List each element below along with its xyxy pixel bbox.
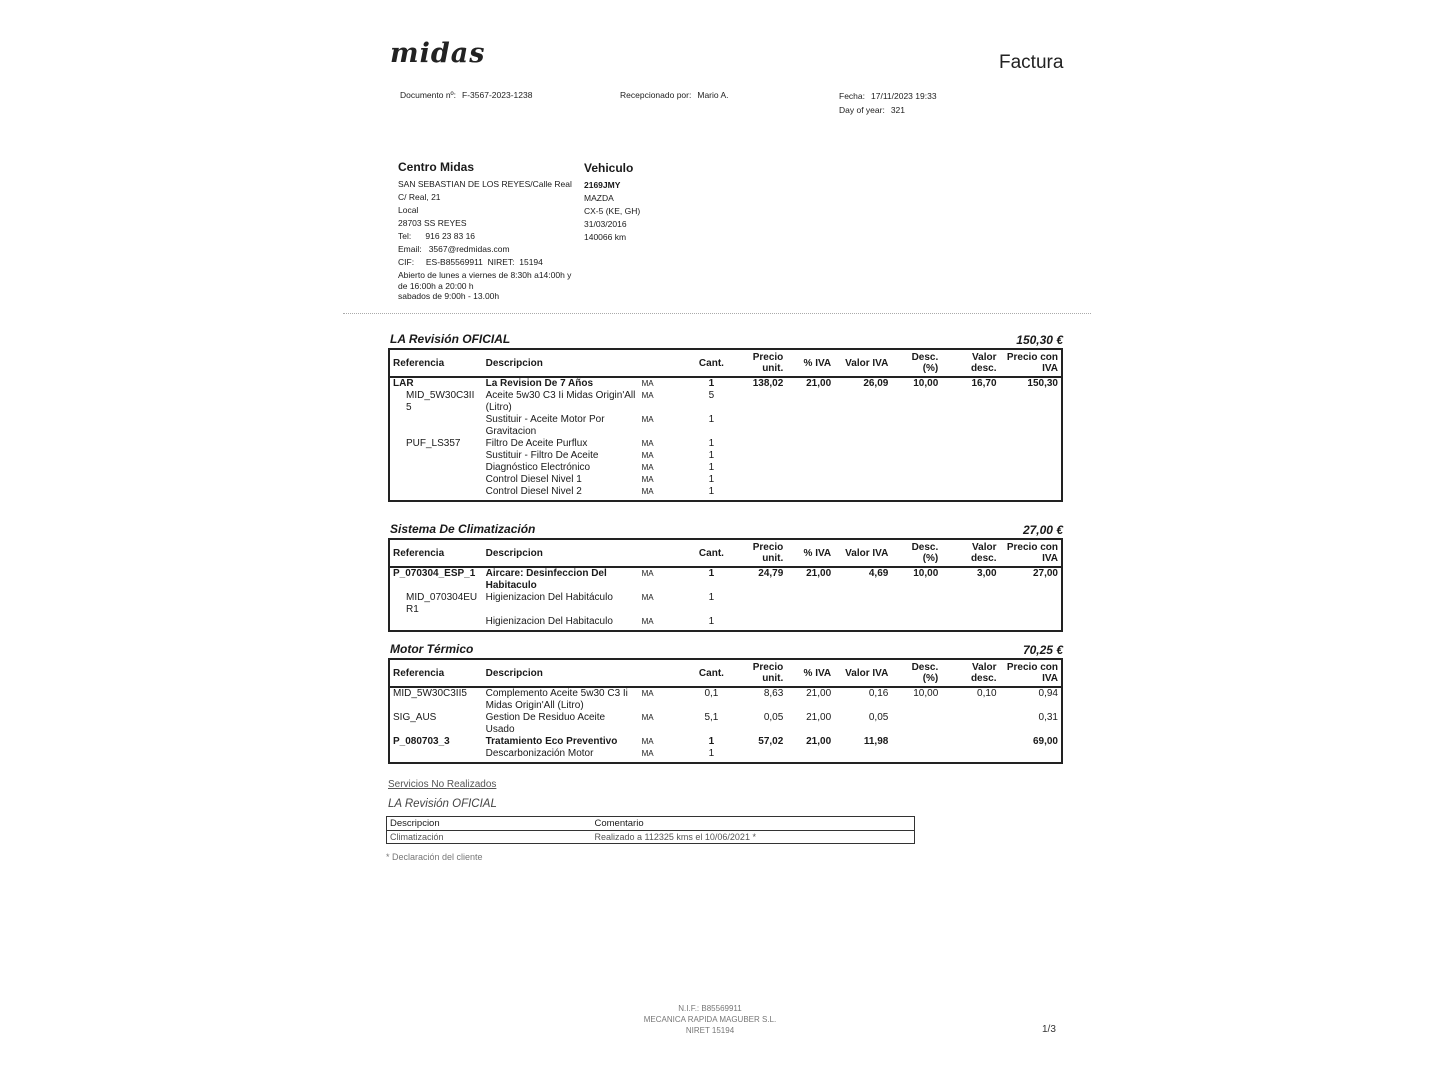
not-performed-table <box>386 816 915 844</box>
cell-desc: La Revision De 7 Años <box>485 378 594 389</box>
cell-ma: MA <box>641 475 654 484</box>
column-header-blank <box>639 349 691 377</box>
cell-ref <box>389 616 483 628</box>
items-table <box>388 538 1063 632</box>
section-name: LA Revisión OFICIAL <box>390 332 511 346</box>
cell-valor-desc <box>941 462 999 474</box>
cell-iva <box>786 390 834 414</box>
vehicle-km: 140066 km <box>584 232 627 242</box>
cell-cant: 1 <box>708 414 715 425</box>
center-line: SAN SEBASTIAN DE LOS REYES/Calle Real <box>398 179 572 189</box>
cell-desc-pct <box>891 486 941 498</box>
cell-precio-iva <box>1000 450 1062 462</box>
page-number: 1/3 <box>1042 1024 1056 1035</box>
not-performed-title: Servicios No Realizados <box>388 779 497 790</box>
center-hours: de 16:00h a 20:00 h <box>398 280 474 291</box>
cell-cant: 1 <box>708 592 715 603</box>
center-cif: CIF: ES-B85569911 NIRET: 15194 <box>398 257 543 267</box>
cell-desc-pct <box>891 748 941 760</box>
column-header-desc: Descripcion <box>483 349 639 377</box>
table-spacer <box>389 760 1062 763</box>
cell-precio-iva <box>1000 592 1062 616</box>
cell-iva: 21,00 <box>806 568 832 579</box>
cell-desc-pct: 10,00 <box>913 378 939 389</box>
not-performed-subtitle: LA Revisión OFICIAL <box>388 798 497 810</box>
cell-iva <box>786 414 834 438</box>
cell-desc: Complemento Aceite 5w30 C3 Ii Midas Origin'All (Litro) <box>485 688 628 711</box>
cell-ref: LAR <box>393 378 414 389</box>
cell-iva <box>786 616 834 628</box>
cell-ref: P_070304_ESP_1 <box>393 568 476 579</box>
cell-valor-iva <box>834 748 891 760</box>
column-header-valor-desc: Valor desc. <box>941 539 999 567</box>
center-line: Local <box>398 205 419 215</box>
column-header-ref: Referencia <box>389 349 483 377</box>
cell-desc: Higienizacion Del Habitaculo <box>485 616 613 627</box>
document-number-label: Documento nº: <box>400 90 457 100</box>
cell-valor-iva: 0,05 <box>868 712 889 723</box>
cell-ref <box>389 474 483 486</box>
cell-cant: 1 <box>708 474 715 485</box>
cell-precio: 57,02 <box>758 736 784 747</box>
document-number <box>400 90 532 100</box>
section-total: 70,25 € <box>1022 643 1063 657</box>
cell-desc-pct <box>891 450 941 462</box>
cell-iva <box>786 438 834 450</box>
cell-ma: MA <box>641 593 654 602</box>
center-hours: sabados de 9:00h - 13.00h <box>398 291 500 301</box>
received-by <box>620 90 729 100</box>
center-hours: Abierto de lunes a viernes de 8:30h a14:00h y <box>398 270 572 280</box>
cell-ma: MA <box>641 439 654 448</box>
cell-desc: Diagnóstico Electrónico <box>485 462 591 473</box>
cell-ref: SIG_AUS <box>393 712 437 723</box>
cell-valor-desc: 3,00 <box>977 568 997 579</box>
column-header-precio-iva: Precio con IVA <box>1000 349 1062 377</box>
cell-desc-pct <box>891 474 941 486</box>
cell-precio-iva: 69,00 <box>1032 736 1058 747</box>
cell-precio <box>732 616 786 628</box>
cell-desc-pct <box>891 438 941 450</box>
cell-valor-iva <box>834 414 891 438</box>
divider <box>343 313 1091 314</box>
cell-cant: 1 <box>708 748 715 759</box>
center-line: C/ Real, 21 <box>398 192 441 202</box>
cell-ma: MA <box>641 749 654 758</box>
cell-valor-iva <box>834 462 891 474</box>
cell-desc: Descarbonización Motor <box>485 748 594 759</box>
table-spacer-cell <box>389 498 1062 501</box>
cell-precio-iva <box>1000 474 1062 486</box>
footer-company <box>620 1003 800 1036</box>
invoice-date-value: 17/11/2023 19:33 <box>871 91 937 101</box>
cell-precio <box>732 486 786 498</box>
cell-valor-iva <box>834 438 891 450</box>
cell-desc: Gestion De Residuo Aceite Usado <box>485 712 606 735</box>
cell-precio <box>732 450 786 462</box>
section-header <box>390 332 1063 348</box>
column-header-ref: Referencia <box>389 539 483 567</box>
items-table <box>388 348 1063 502</box>
cell-precio: 24,79 <box>758 568 784 579</box>
cell-precio-iva <box>1000 438 1062 450</box>
document-type: Factura <box>999 52 1064 73</box>
table-row <box>389 462 1062 474</box>
vehicle-make: MAZDA <box>584 193 614 203</box>
cell-ma: MA <box>641 713 654 722</box>
column-header-iva: % IVA <box>786 349 834 377</box>
cell-desc: Tratamiento Eco Preventivo <box>485 736 618 747</box>
cell-valor-iva <box>834 474 891 486</box>
cell-ref <box>389 462 483 474</box>
table-row <box>387 831 915 844</box>
cell-ma: MA <box>641 379 654 388</box>
cell-valor-desc <box>941 450 999 462</box>
cell-valor-desc <box>941 474 999 486</box>
cell-desc-pct: 10,00 <box>913 688 939 699</box>
cell-desc-pct <box>891 592 941 616</box>
vehicle-block <box>584 161 704 244</box>
cell-ref: PUF_LS357 <box>406 438 461 449</box>
cell-cant: 1 <box>708 462 715 473</box>
column-header-cant: Cant. <box>691 539 733 567</box>
cell-desc: Aircare: Desinfeccion Del Habitaculo <box>485 568 607 591</box>
table-header-row <box>389 539 1062 567</box>
cell-precio-iva <box>1000 414 1062 438</box>
cell-cant: 1 <box>708 616 715 627</box>
section-header <box>390 522 1063 538</box>
cell-precio <box>732 414 786 438</box>
column-header-desc: Descripcion <box>483 539 639 567</box>
cell-ref <box>389 450 483 462</box>
column-header-cant: Cant. <box>691 349 733 377</box>
column-header-valor-desc: Valor desc. <box>941 349 999 377</box>
cell-ma: MA <box>641 391 654 400</box>
cell-desc-pct <box>891 390 941 414</box>
cell-valor-iva <box>834 592 891 616</box>
cell-description: Climatización <box>390 832 444 842</box>
cell-precio: 0,05 <box>763 712 784 723</box>
column-header-desc-pct: Desc. (%) <box>891 349 941 377</box>
cell-desc-pct <box>891 736 941 748</box>
center-block <box>398 160 578 302</box>
cell-precio-iva <box>1000 486 1062 498</box>
cell-valor-desc <box>941 486 999 498</box>
cell-valor-desc: 0,10 <box>977 688 997 699</box>
footer-line: MECANICA RAPIDA MAGUBER S.L. <box>643 1015 777 1024</box>
cell-valor-desc <box>941 438 999 450</box>
cell-desc: Sustituir - Filtro De Aceite <box>485 450 599 461</box>
cell-valor-iva: 4,69 <box>868 568 889 579</box>
column-header-cant: Cant. <box>691 659 733 687</box>
section-total: 27,00 € <box>1022 523 1063 537</box>
vehicle-title: Vehiculo <box>584 161 634 175</box>
cell-valor-iva <box>834 450 891 462</box>
column-header-iva: % IVA <box>786 539 834 567</box>
cell-valor-desc <box>941 390 999 414</box>
cell-comment: Realizado a 112325 kms el 10/06/2021 * <box>594 832 756 842</box>
table-row <box>389 712 1062 736</box>
cell-desc: Filtro De Aceite Purflux <box>485 438 588 449</box>
table-row <box>389 438 1062 450</box>
day-of-year-value: 321 <box>890 105 906 115</box>
cell-iva: 21,00 <box>806 736 832 747</box>
received-by-label: Recepcionado por: <box>620 90 692 100</box>
column-header-desc-pct: Desc. (%) <box>891 539 941 567</box>
invoice-date-label: Fecha: <box>839 91 865 101</box>
cell-desc: Higienizacion Del Habitáculo <box>485 592 613 603</box>
table-row <box>389 687 1062 712</box>
cell-precio-iva <box>1000 616 1062 628</box>
cell-valor-iva: 26,09 <box>863 378 889 389</box>
cell-precio <box>732 748 786 760</box>
cell-cant: 1 <box>708 736 715 747</box>
cell-valor-iva <box>834 390 891 414</box>
cell-iva: 21,00 <box>806 688 832 699</box>
cell-valor-desc <box>941 592 999 616</box>
cell-iva <box>786 748 834 760</box>
cell-desc-pct <box>891 616 941 628</box>
cell-precio <box>732 462 786 474</box>
column-header-desc-pct: Desc. (%) <box>891 659 941 687</box>
cell-precio: 8,63 <box>763 688 784 699</box>
center-title: Centro Midas <box>398 160 475 174</box>
cell-precio-iva: 150,30 <box>1027 378 1058 389</box>
cell-iva <box>786 450 834 462</box>
center-email: Email: 3567@redmidas.com <box>398 244 510 254</box>
cell-cant: 5,1 <box>704 712 719 723</box>
column-header-blank <box>639 539 691 567</box>
table-row <box>389 474 1062 486</box>
cell-valor-desc <box>941 616 999 628</box>
cell-precio-iva <box>1000 748 1062 760</box>
cell-ma: MA <box>641 569 654 578</box>
cell-precio-iva: 0,94 <box>1038 688 1058 699</box>
day-of-year <box>839 105 905 115</box>
cell-ma: MA <box>641 415 654 424</box>
column-header-comment: Comentario <box>592 817 915 831</box>
cell-valor-desc <box>941 414 999 438</box>
company-logo: midas <box>390 38 486 69</box>
section-total: 150,30 € <box>1016 333 1063 347</box>
cell-iva <box>786 462 834 474</box>
vehicle-plate: 2169JMY <box>584 180 621 190</box>
cell-ref <box>389 414 483 438</box>
column-header-valor-iva: Valor IVA <box>834 539 891 567</box>
cell-precio <box>732 592 786 616</box>
column-header-desc: Descripcion <box>483 659 639 687</box>
table-header-row <box>389 349 1062 377</box>
column-header-valor-iva: Valor IVA <box>834 659 891 687</box>
cell-precio <box>732 474 786 486</box>
cell-ref: MID_5W30C3II5 <box>393 688 467 699</box>
table-spacer-cell <box>389 628 1062 631</box>
table-row <box>389 377 1062 390</box>
cell-ma: MA <box>641 451 654 460</box>
cell-valor-iva: 11,98 <box>863 736 889 747</box>
cell-precio: 138,02 <box>752 378 784 389</box>
customer-declaration-note: * Declaración del cliente <box>386 852 483 862</box>
cell-iva: 21,00 <box>806 378 832 389</box>
cell-cant: 1 <box>708 378 715 389</box>
table-row <box>389 592 1062 616</box>
cell-valor-iva: 0,16 <box>868 688 889 699</box>
cell-iva: 21,00 <box>806 712 832 723</box>
cell-ma: MA <box>641 689 654 698</box>
cell-cant: 1 <box>708 438 715 449</box>
cell-cant: 1 <box>708 568 715 579</box>
table-row <box>389 616 1062 628</box>
table-row <box>389 748 1062 760</box>
table-row <box>389 567 1062 592</box>
cell-ma: MA <box>641 737 654 746</box>
cell-ref: P_080703_3 <box>393 736 450 747</box>
cell-ma: MA <box>641 463 654 472</box>
cell-cant: 1 <box>708 486 715 497</box>
column-header-iva: % IVA <box>786 659 834 687</box>
cell-cant: 0,1 <box>704 688 719 699</box>
table-row <box>389 486 1062 498</box>
vehicle-date: 31/03/2016 <box>584 219 627 229</box>
table-spacer <box>389 628 1062 631</box>
cell-ref: MID_5W30C3II5 <box>406 390 475 413</box>
section-name: Sistema De Climatización <box>390 522 536 536</box>
cell-desc: Control Diesel Nivel 2 <box>485 486 582 497</box>
cell-desc-pct <box>891 414 941 438</box>
day-of-year-label: Day of year: <box>839 105 885 115</box>
footer-line: N.I.F.: B85569911 <box>678 1004 742 1013</box>
center-phone: Tel: 916 23 83 16 <box>398 231 476 241</box>
cell-iva <box>786 592 834 616</box>
table-row <box>389 450 1062 462</box>
cell-precio <box>732 390 786 414</box>
cell-valor-desc <box>941 736 999 748</box>
cell-cant: 5 <box>708 390 715 401</box>
section-header <box>390 642 1063 658</box>
column-header-description: Descripcion <box>387 817 592 831</box>
column-header-blank <box>639 659 691 687</box>
cell-precio <box>732 438 786 450</box>
column-header-precio-iva: Precio con IVA <box>1000 659 1062 687</box>
cell-precio-iva <box>1000 390 1062 414</box>
table-spacer <box>389 498 1062 501</box>
cell-ma: MA <box>641 487 654 496</box>
section-name: Motor Térmico <box>390 642 474 656</box>
cell-desc-pct <box>891 712 941 736</box>
cell-valor-desc <box>941 748 999 760</box>
cell-precio-iva <box>1000 462 1062 474</box>
cell-valor-iva <box>834 486 891 498</box>
cell-cant: 1 <box>708 450 715 461</box>
cell-valor-desc <box>941 712 999 736</box>
table-spacer-cell <box>389 760 1062 763</box>
column-header-precio: Precio unit. <box>732 539 786 567</box>
footer-line: NIRET 15194 <box>685 1026 735 1035</box>
cell-desc: Control Diesel Nivel 1 <box>485 474 582 485</box>
cell-desc-pct <box>891 462 941 474</box>
column-header-valor-iva: Valor IVA <box>834 349 891 377</box>
items-table <box>388 658 1063 764</box>
column-header-precio-iva: Precio con IVA <box>1000 539 1062 567</box>
invoice-date <box>839 91 937 101</box>
center-line: 28703 SS REYES <box>398 218 467 228</box>
vehicle-model: CX-5 (KE, GH) <box>584 206 641 216</box>
table-row <box>389 736 1062 748</box>
cell-ma: MA <box>641 617 654 626</box>
cell-ref <box>389 748 483 760</box>
cell-valor-iva <box>834 616 891 628</box>
cell-iva <box>786 486 834 498</box>
table-header-row <box>389 659 1062 687</box>
table-row <box>389 414 1062 438</box>
cell-ref <box>389 486 483 498</box>
received-by-value: Mario A. <box>697 90 729 100</box>
cell-valor-desc: 16,70 <box>971 378 997 389</box>
cell-desc: Aceite 5w30 C3 Ii Midas Origin'All (Litro) <box>485 390 636 413</box>
cell-precio-iva: 27,00 <box>1032 568 1058 579</box>
document-number-value: F-3567-2023-1238 <box>462 90 533 100</box>
column-header-precio: Precio unit. <box>732 349 786 377</box>
cell-iva <box>786 474 834 486</box>
column-header-precio: Precio unit. <box>732 659 786 687</box>
cell-desc-pct: 10,00 <box>913 568 939 579</box>
cell-desc: Sustituir - Aceite Motor Por Gravitacion <box>485 414 605 437</box>
column-header-ref: Referencia <box>389 659 483 687</box>
column-header-valor-desc: Valor desc. <box>941 659 999 687</box>
cell-precio-iva: 0,31 <box>1038 712 1058 723</box>
table-row <box>389 390 1062 414</box>
cell-ref: MID_070304EUR1 <box>406 592 478 615</box>
